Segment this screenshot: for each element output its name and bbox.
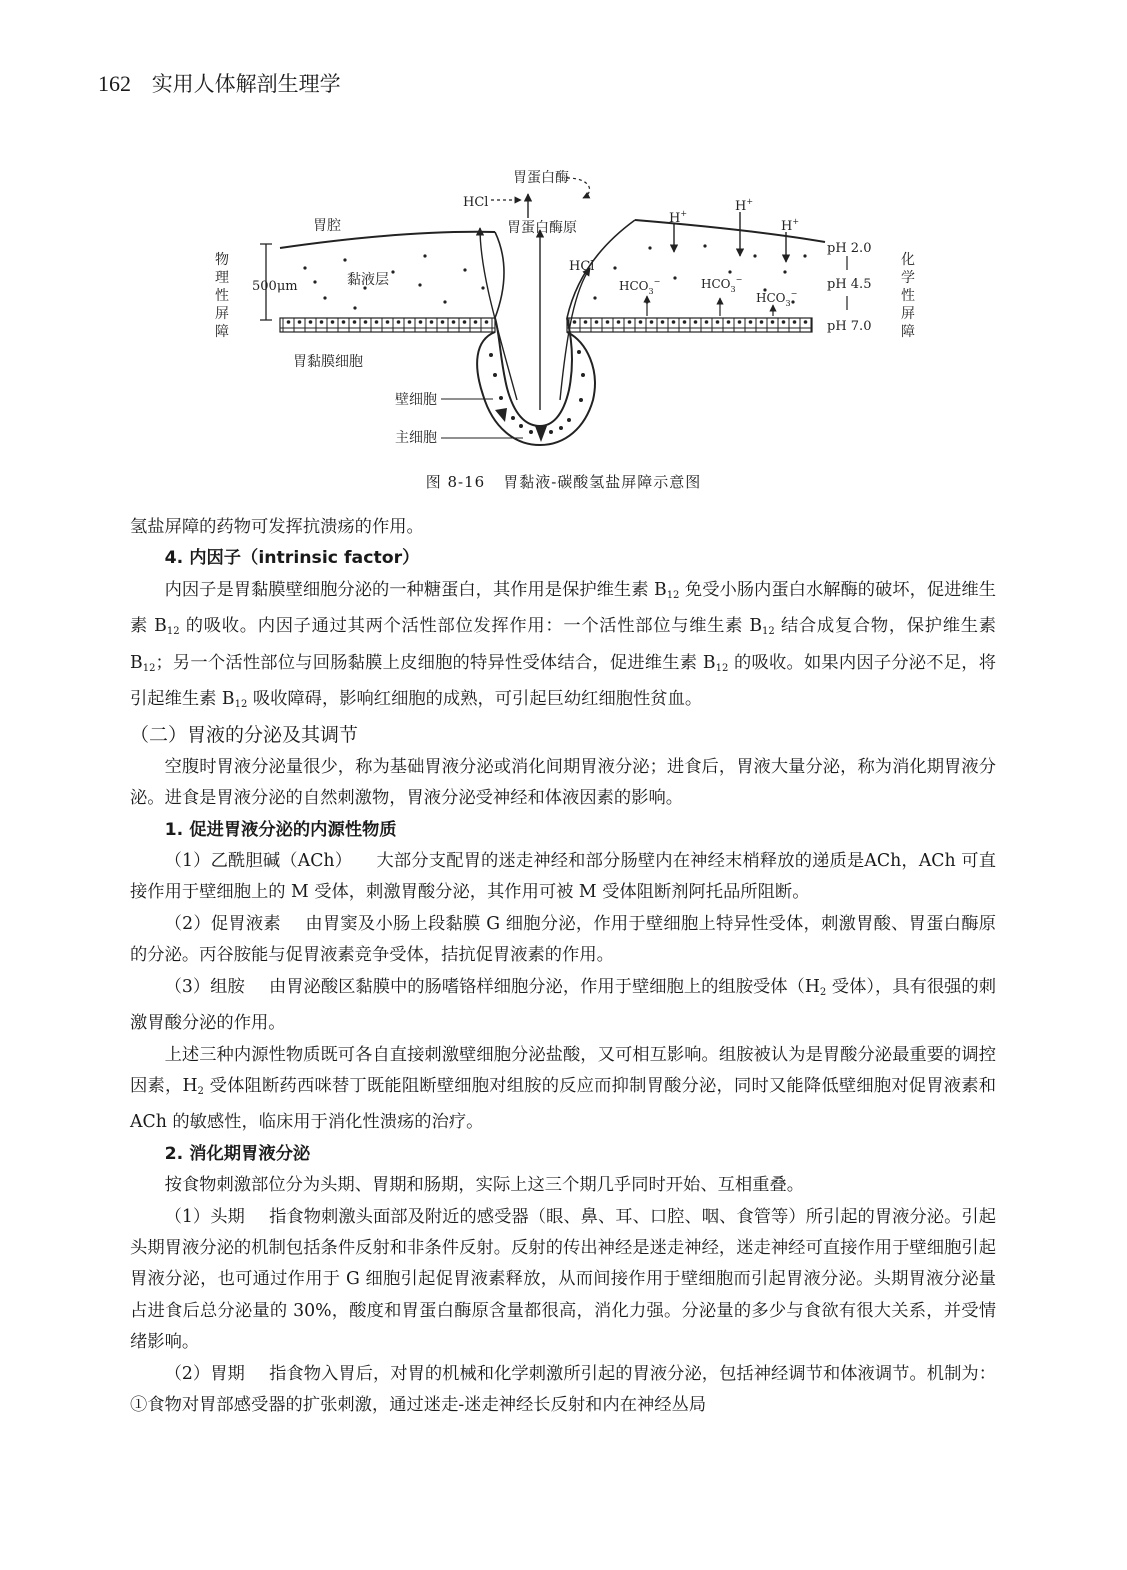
paragraph-ach: （1）乙酰胆碱（ACh） 大部分支配胃的迷走神经和部分肠壁内在神经末梢释放的递质是ACh，ACh 可直接作用于壁细胞上的 M 受体，刺激胃酸分泌，其作用可被 M 受体阻断剂阿托品所阻断。 [130,851,996,903]
book-title: 实用人体解剖生理学 [151,72,341,96]
label-hco3-1: $HCO_3^-$ [619,277,661,296]
label-hcl-right: HCl [569,259,595,274]
label-hco3-3: $HCO_3^-$ [756,289,798,308]
label-chief-cell: 主细胞 [395,430,437,446]
label-ph-mid: pH 4.5 [827,277,872,292]
figure-caption [0,471,1127,492]
label-pepsin: 胃蛋白酶 [513,170,569,186]
svg-text:障: 障 [215,324,229,340]
caption-number: 图 8-16 [425,473,486,491]
paragraph-gastrin: （2）促胃液素 由胃窦及小肠上段黏膜 G 细胞分泌，作用于壁细胞上特异性受体，刺激胃酸、胃蛋白酶原的分泌。丙谷胺能与促胃液素竞争受体，拮抗促胃液素的作用。 [130,913,996,966]
paragraph-cephalic: （1）头期 指食物刺激头面部及附近的感受器（眼、鼻、耳、口腔、咽、食管等）所引起的胃液分泌。引起头期胃液分泌的机制包括条件反射和非条件反射。反射的传出神经是迷走神经，迷走神经可直接作用于壁细胞引起胃液分泌，也可通过作用于 G 细胞引起促胃液素释放，从而间接作用于壁细胞而引起胃液分泌。头期胃液分泌量占进食后总分泌量的 30%，酸度和胃蛋白酶原含量都很高，消化力强。分泌量的多少与食欲有很大关系，并受情绪影响。 [130,1206,996,1353]
page-number: 162 [98,71,131,96]
label-hcl-top: HCl [463,195,489,210]
svg-text:学: 学 [901,270,915,286]
paragraph-intrinsic-factor: 内因子是胃黏膜壁细胞分泌的一种糖蛋白，其作用是保护维生素 $B_{12}$ 免受小肠内蛋白水解酶的破坏，促进维生素 $B_{12}$ 的吸收。内因子通过其两个活性部位发挥作用：一个活性部位与维生素 $B_{12}$ 结合成复合物，保护维生素 $B_{12}$；另一个活性部位与回肠黏膜上皮细胞的特异性受体结合，促进维生素 $B_{12}$ 的吸收。如果内因子分泌不足，将引起维生素 $B_{12}$ 吸收障碍，影响红细胞的成熟，可引起巨幼红细胞性贫血。 [130,579,997,711]
heading-endogenous: 1. 促进胃液分泌的内源性物质 [164,819,397,840]
paragraph-section-2: 空腹时胃液分泌量很少，称为基础胃液分泌或消化间期胃液分泌；进食后，胃液大量分泌，称为消化期胃液分泌。进食是胃液分泌的自然刺激物，胃液分泌受神经和体液因素的影响。 [130,756,996,809]
svg-text:屏: 屏 [215,306,229,322]
diagram-svg [195,160,935,460]
svg-text:性: 性 [901,288,915,304]
label-mucus: 黏液层 [347,272,389,288]
label-hco3-2: $HCO_3^-$ [701,275,743,294]
paragraph-phases: 按食物刺激部位分为头期、胃期和肠期，实际上这三个期几乎同时开始、互相重叠。 [164,1175,805,1196]
heading-section-2: （二）胃液的分泌及其调节 [130,724,359,747]
gastric-barrier-diagram [195,160,935,460]
label-ph-top: pH 2.0 [827,241,872,256]
label-lumen: 胃腔 [313,218,341,234]
mucus-surface-left [280,232,495,248]
paragraph-continuation: 氢盐屏障的药物可发挥抗溃疡的作用。 [130,517,424,537]
epithelium-right [567,318,812,332]
label-chemical-barrier [901,252,915,340]
label-h-plus-1: H+ [669,209,688,226]
paragraph-gastric: （2）胃期 指食物入胃后，对胃的机械和化学刺激所引起的胃液分泌，包括神经调节和体液调节。机制为：①食物对胃部感受器的扩张刺激，通过迷走-迷走神经长反射和内在神经丛局 [130,1363,996,1415]
label-ph-bottom: pH 7.0 [827,319,872,334]
label-parietal-cell: 壁细胞 [395,392,437,408]
arrow-pepsin-loop [567,178,590,198]
svg-text:性: 性 [215,288,229,304]
svg-text:化: 化 [901,252,915,268]
label-h-plus-2: H+ [735,197,754,214]
paragraph-summary: 上述三种内源性物质既可各自直接刺激壁细胞分泌盐酸，又可相互影响。组胺被认为是胃酸分泌最重要的调控因素，$H_2$ 受体阻断药西咪替丁既能阻断壁细胞对组胺的反应而抑制胃酸分泌，同时又能降低壁细胞对促胃液素和 ACh 的敏感性，临床用于消化性溃疡的治疗。 [130,1044,996,1133]
arrow-hcl-left [480,228,517,400]
body-text [130,512,996,1421]
svg-text:物: 物 [215,252,229,268]
svg-text:理: 理 [215,270,229,286]
epithelium-left [280,318,495,332]
label-physical-barrier [215,251,229,340]
arrow-hcl-right [560,268,590,400]
label-thickness: 500μm [252,279,298,294]
label-mucosa-cells: 胃黏膜细胞 [293,354,363,370]
page-header [98,68,341,98]
label-pepsinogen: 胃蛋白酶原 [507,220,577,236]
pit-cells [489,350,585,442]
svg-text:屏: 屏 [901,306,915,322]
heading-intrinsic-factor: 4. 内因子（intrinsic factor） [164,548,420,569]
label-h-plus-3: H+ [781,217,800,234]
caption-text: 胃黏液-碳酸氢盐屏障示意图 [503,473,702,491]
heading-digestive-phase: 2. 消化期胃液分泌 [164,1143,311,1164]
svg-text:障: 障 [901,324,915,340]
paragraph-histamine: （3）组胺 由胃泌酸区黏膜中的肠嗜铬样细胞分泌，作用于壁细胞上的组胺受体（$H_2$ 受体），具有很强的刺激胃酸分泌的作用。 [130,976,997,1034]
